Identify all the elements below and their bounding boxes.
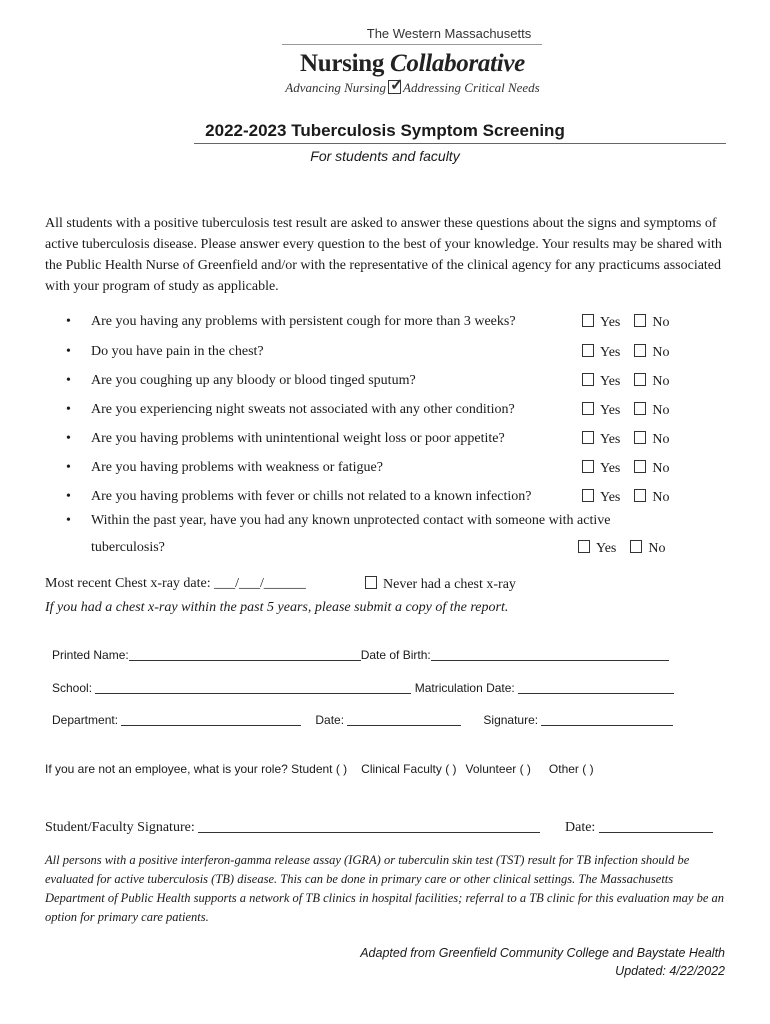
yes-label: Yes [600, 461, 621, 476]
role-row [45, 762, 594, 776]
yes-checkbox[interactable] [582, 489, 594, 502]
school-row [52, 679, 674, 695]
no-checkbox[interactable] [634, 489, 646, 502]
dob-label: Date of Birth: [360, 648, 431, 662]
question-text: Are you having any problems with persistent cough for more than 3 weeks? [91, 314, 516, 329]
logo-main [280, 50, 545, 78]
updated-text: Updated: 4/22/2022 [615, 964, 725, 978]
role-volunteer[interactable]: Volunteer ( ) [465, 762, 531, 776]
xray-date-field[interactable]: Most recent Chest x-ray date: ___/___/______ [45, 576, 306, 591]
question-text: Are you experiencing night sweats not associated with any other condition? [91, 402, 515, 417]
department-label: Department: [52, 713, 119, 727]
question-row [66, 489, 706, 509]
yes-checkbox[interactable] [582, 402, 594, 415]
bullet: • [66, 402, 71, 417]
yes-checkbox[interactable] [582, 344, 594, 357]
department-field[interactable] [121, 711, 301, 726]
logo-top-text: The Western Massachusetts [366, 26, 532, 41]
bullet: • [66, 489, 71, 504]
question-text: Do you have pain in the chest? [91, 344, 264, 359]
department-row [52, 711, 673, 727]
page-title: 2022-2023 Tuberculosis Symptom Screening [205, 121, 565, 140]
never-xray-checkbox[interactable] [365, 576, 377, 589]
answer-options [582, 460, 670, 477]
question-text: Are you having problems with weakness or fatigue? [91, 460, 383, 475]
student-signature-field[interactable] [198, 818, 540, 833]
logo-tag-a: Advancing Nursing [285, 80, 386, 95]
no-label: No [652, 461, 670, 476]
printed-name-label: Printed Name: [52, 648, 129, 662]
no-checkbox[interactable] [634, 431, 646, 444]
adapted-text: Adapted from Greenfield Community College and Baystate Health [360, 946, 725, 960]
date-field[interactable] [347, 711, 461, 726]
bullet: • [66, 314, 71, 329]
page-subtitle: For students and faculty [310, 148, 460, 164]
question-text: Are you having problems with fever or chills not related to a known infection? [91, 489, 532, 504]
yes-checkbox[interactable] [582, 431, 594, 444]
intro-paragraph: All students with a positive tuberculosis test result are asked to answer these questions about the signs and symptoms of active tuberculosis disease. Please answer every question to the best of your knowledge. Your results may be shared with the Public Health Nurse of Greenfield and/or with the representative of the clinical agency for any practicums associated with your program of study as applicable. [45, 216, 722, 294]
question-row [66, 402, 706, 422]
answer-options [578, 540, 666, 557]
matric-label: Matriculation Date: [414, 681, 515, 695]
question-text: tuberculosis? [91, 540, 165, 555]
date-label: Date: [315, 713, 345, 727]
yes-checkbox[interactable] [578, 540, 590, 553]
yes-checkbox[interactable] [582, 373, 594, 386]
answer-options [582, 373, 670, 390]
never-xray-option [365, 576, 516, 593]
footnote: All persons with a positive interferon-gamma release assay (IGRA) or tuberculin skin test (TST) result for TB infection should be evaluated for active tuberculosis (TB) disease. This can be done in primary care or other clinical settings. The Massachusetts Department of Public Health supports a network of TB clinics in hospital facilities; referral to a TB clinic for this evaluation may be an option for primary care patients. [45, 853, 724, 924]
question-row [66, 314, 706, 334]
yes-checkbox[interactable] [582, 314, 594, 327]
question-text: Are you coughing up any bloody or blood tinged sputum? [91, 373, 416, 388]
student-signature-label: Student/Faculty Signature: [45, 820, 195, 835]
yes-label: Yes [600, 345, 621, 360]
answer-options [582, 431, 670, 448]
no-label: No [652, 403, 670, 418]
yes-label: Yes [600, 490, 621, 505]
bullet: • [66, 460, 71, 475]
checkbox-check-icon [388, 80, 401, 94]
yes-label: Yes [600, 432, 621, 447]
question-row [66, 513, 706, 533]
no-label: No [652, 432, 670, 447]
signature-label: Signature: [483, 713, 539, 727]
no-checkbox[interactable] [634, 402, 646, 415]
answer-options [582, 402, 670, 419]
matric-field[interactable] [518, 679, 674, 694]
no-checkbox[interactable] [630, 540, 642, 553]
signature-date-field[interactable] [599, 818, 713, 833]
answer-options [582, 344, 670, 361]
logo-tag-b: Addressing Critical Needs [403, 80, 540, 95]
student-signature-row [45, 818, 540, 836]
question-row [66, 431, 706, 451]
yes-label: Yes [600, 403, 621, 418]
bullet: • [66, 373, 71, 388]
no-checkbox[interactable] [634, 344, 646, 357]
adapted-note [360, 944, 725, 980]
role-other[interactable]: Other ( ) [548, 762, 594, 776]
no-label: No [652, 374, 670, 389]
bullet: • [66, 431, 71, 446]
xray-note: If you had a chest x-ray within the past 5 years, please submit a copy of the report. [45, 600, 509, 615]
yes-label: Yes [600, 374, 621, 389]
no-label: No [652, 315, 670, 330]
no-checkbox[interactable] [634, 460, 646, 473]
signature-field[interactable] [541, 711, 673, 726]
never-xray-label: Never had a chest x-ray [383, 577, 516, 592]
question-row-continued [66, 540, 706, 560]
no-label: No [652, 345, 670, 360]
logo-main-a: Nursing [300, 50, 385, 77]
logo-rule [282, 44, 542, 45]
role-student[interactable]: If you are not an employee, what is your role? Student ( ) [45, 762, 348, 776]
bullet: • [66, 344, 71, 359]
question-text: Within the past year, have you had any known unprotected contact with someone with active [91, 513, 611, 528]
no-checkbox[interactable] [634, 314, 646, 327]
logo-main-b: Collaborative [390, 50, 525, 77]
no-label: No [648, 541, 666, 556]
yes-label: Yes [596, 541, 617, 556]
role-clinical-faculty[interactable]: Clinical Faculty ( ) [361, 762, 457, 776]
dob-field[interactable] [431, 646, 669, 661]
yes-checkbox[interactable] [582, 460, 594, 473]
yes-label: Yes [600, 315, 621, 330]
title-rule [194, 143, 726, 144]
printed-name-row [52, 646, 669, 662]
printed-name-field[interactable] [129, 646, 361, 661]
question-row [66, 344, 706, 364]
question-text: Are you having problems with unintentional weight loss or poor appetite? [91, 431, 505, 446]
bullet: • [66, 513, 71, 528]
question-row [66, 373, 706, 393]
no-checkbox[interactable] [634, 373, 646, 386]
school-field[interactable] [95, 679, 411, 694]
answer-options [582, 489, 670, 506]
no-label: No [652, 490, 670, 505]
signature-date-label: Date: [565, 820, 596, 835]
logo-tagline [270, 80, 555, 96]
school-label: School: [52, 681, 93, 695]
signature-date-row [565, 818, 713, 836]
answer-options [582, 314, 670, 331]
question-row [66, 460, 706, 480]
